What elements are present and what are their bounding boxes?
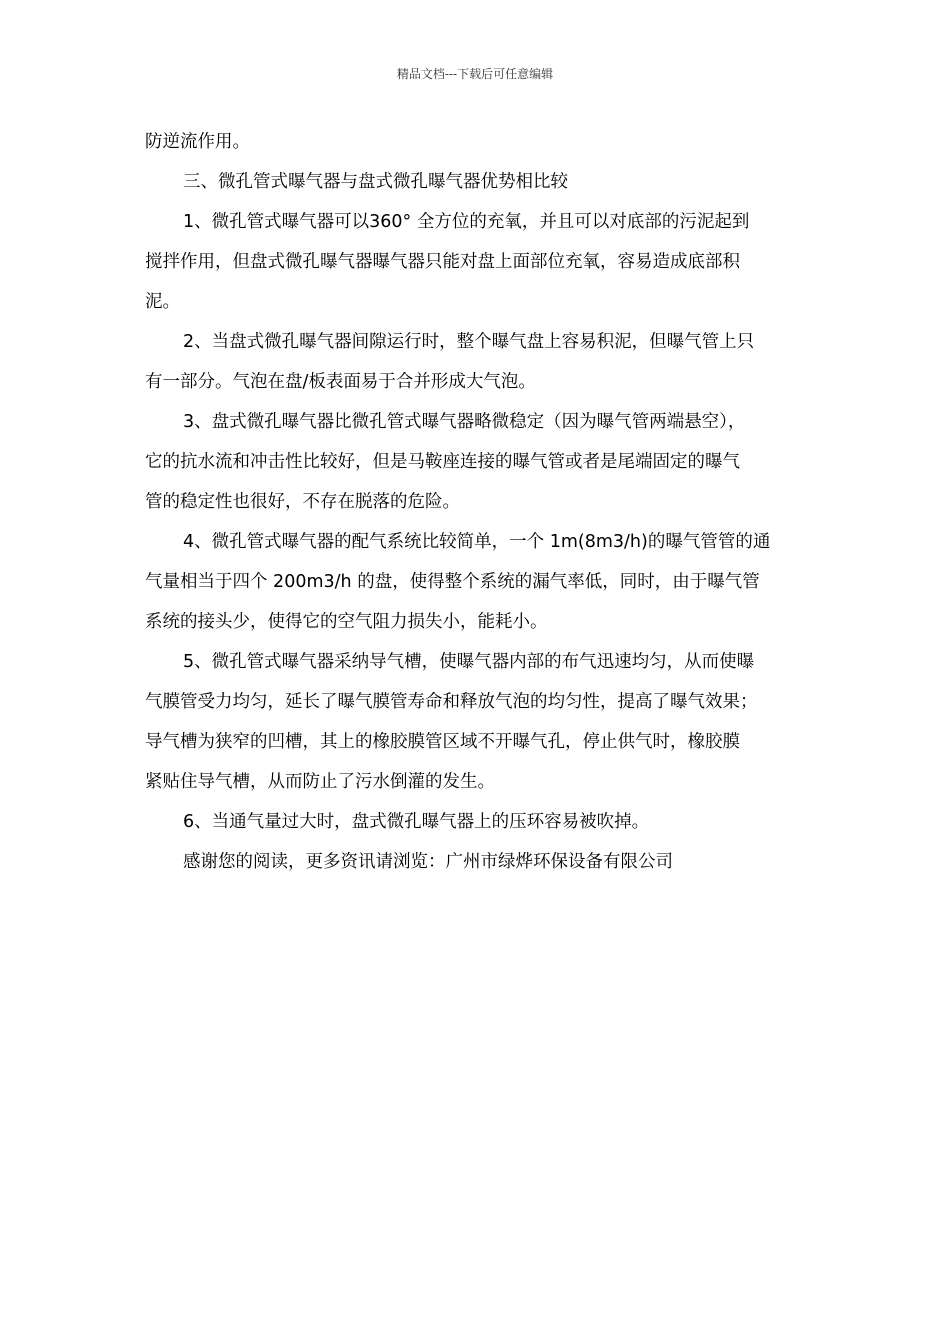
text-line: 防逆流作用。 <box>145 132 250 152</box>
text-line: 气量相当于四个 200m3/h 的盘，使得整个系统的漏气率低，同时，由于曝气管 <box>145 572 760 592</box>
paragraph-line: 4、微孔管式曝气器的配气系统比较简单，一个 1m(8m3/h)的曝气管管的通 <box>183 532 771 552</box>
closing-line: 感谢您的阅读，更多资讯请浏览：广州市绿烨环保设备有限公司 <box>183 852 673 872</box>
text-line: 导气槽为狭窄的凹槽，其上的橡胶膜管区域不开曝气孔，停止供气时，橡胶膜 <box>145 732 740 752</box>
text-line: 系统的接头少，使得它的空气阻力损失小，能耗小。 <box>145 612 548 632</box>
text-line: 搅拌作用，但盘式微孔曝气器曝气器只能对盘上面部位充氧，容易造成底部积 <box>145 252 740 272</box>
paragraph-line: 5、微孔管式曝气器采纳导气槽，使曝气器内部的布气迅速均匀，从而使曝 <box>183 652 755 672</box>
text-line: 气膜管受力均匀，延长了曝气膜管寿命和释放气泡的均匀性，提高了曝气效果； <box>145 692 758 712</box>
document-body <box>145 122 810 882</box>
page-header: 精品文档---下载后可任意编辑 <box>396 67 554 81</box>
text-line: 泥。 <box>145 292 180 312</box>
text-line: 它的抗水流和冲击性比较好，但是马鞍座连接的曝气管或者是尾端固定的曝气 <box>145 452 740 472</box>
section-heading: 三、微孔管式曝气器与盘式微孔曝气器优势相比较 <box>183 172 568 192</box>
text-line: 管的稳定性也很好，不存在脱落的危险。 <box>145 492 460 512</box>
paragraph-line: 2、当盘式微孔曝气器间隙运行时，整个曝气盘上容易积泥，但曝气管上只 <box>183 332 755 352</box>
paragraph-line: 1、微孔管式曝气器可以360° 全方位的充氧，并且可以对底部的污泥起到 <box>183 212 750 232</box>
paragraph-line: 6、当通气量过大时，盘式微孔曝气器上的压环容易被吹掉。 <box>183 812 650 832</box>
paragraph-line: 3、盘式微孔曝气器比微孔管式曝气器略微稳定（因为曝气管两端悬空）， <box>183 412 746 432</box>
text-line: 紧贴住导气槽，从而防止了污水倒灌的发生。 <box>145 772 495 792</box>
text-line: 有一部分。气泡在盘/板表面易于合并形成大气泡。 <box>145 372 536 392</box>
